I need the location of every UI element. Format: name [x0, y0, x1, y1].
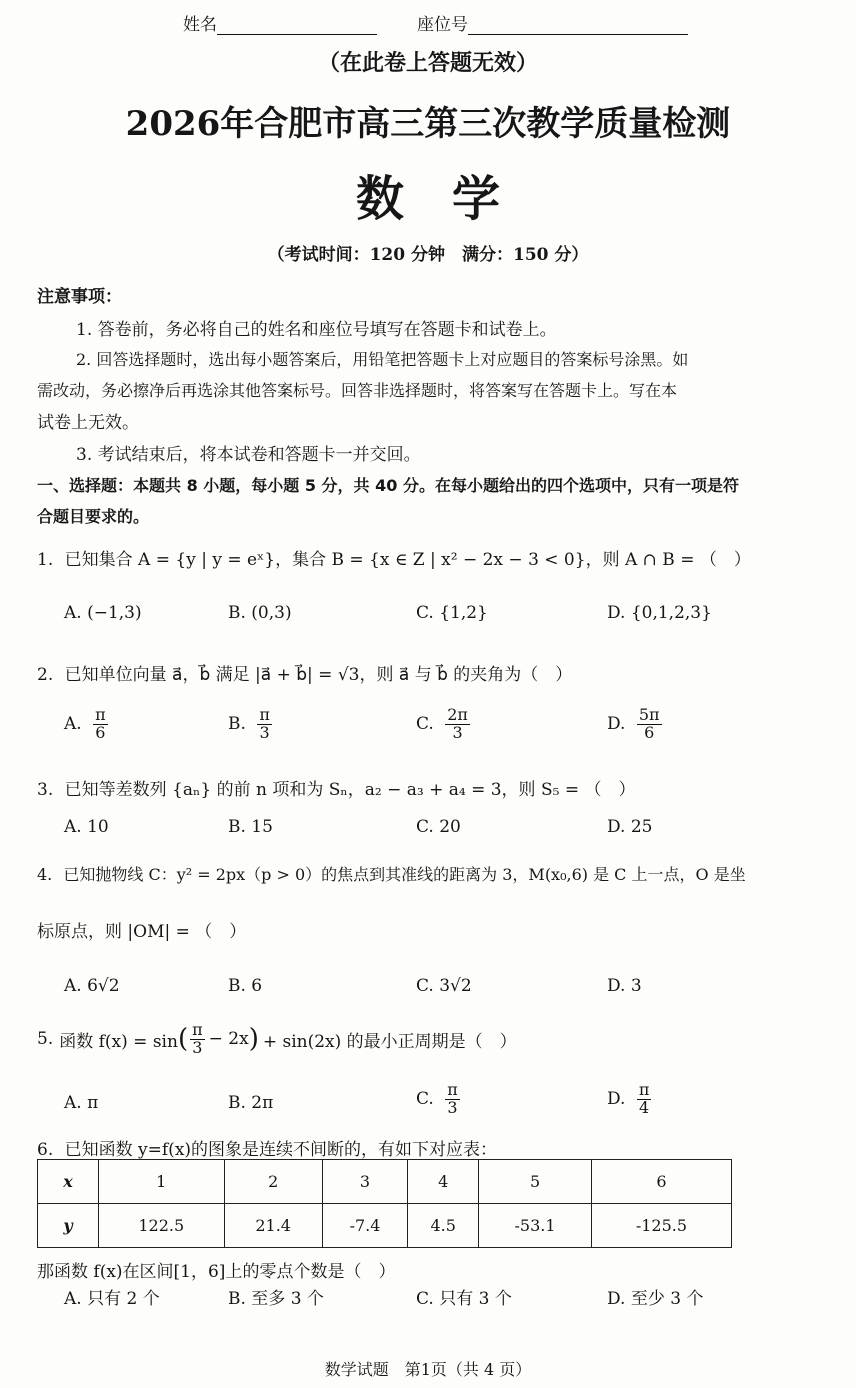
q6-option-c[interactable]: C. 只有 3 个 — [416, 1289, 512, 1309]
question-5: 5. 函数 f(x) = sin ( $\frac{\pi}{3}$ − 2x ) + sin(2x) 的最小正周期是（ ） — [37, 1020, 517, 1057]
question-4-line2: 标原点，则 |OM| = （ ） — [37, 922, 247, 942]
q2-option-a[interactable] — [64, 707, 108, 742]
table-cell: 21.4 — [224, 1204, 322, 1248]
q1-option-c[interactable]: C. {1,2} — [416, 603, 488, 623]
q3-option-d[interactable]: D. 25 — [607, 817, 653, 837]
time-info: （考试时间：120 分钟 满分：150 分） — [267, 245, 589, 265]
question-number: 4. — [37, 865, 53, 884]
page-footer: 数学试题 第1页（共 4 页） — [324, 1360, 532, 1379]
fraction — [257, 707, 272, 742]
q1-option-b[interactable]: B. (0,3) — [228, 603, 292, 623]
q5-option-b[interactable]: B. 2π — [228, 1093, 274, 1113]
question-3 — [37, 775, 635, 800]
table-cell: -53.1 — [479, 1204, 592, 1248]
notice-item-2-line3: 试卷上无效。 — [37, 413, 139, 433]
notice-item-1: 1. 答卷前，务必将自己的姓名和座位号填写在答题卡和试卷上。 — [76, 320, 557, 340]
denominator: 3 — [259, 722, 270, 742]
question-text: 已知集合 A = {y | y = eˣ}，集合 B = {x ∈ Z | x² − 2x − 3 < 0}，则 A ∩ B = （ ） — [64, 550, 751, 570]
table-cell: 4 — [408, 1160, 479, 1204]
table-cell: 2 — [224, 1160, 322, 1204]
q4-option-a[interactable]: A. 6√2 — [64, 976, 120, 996]
table-cell: 3 — [322, 1160, 407, 1204]
question-6-followup: 那函数 f(x)在区间[1，6]上的零点个数是（ ） — [37, 1262, 396, 1282]
fraction — [637, 1082, 652, 1117]
option-label: C. — [416, 713, 434, 734]
q4-option-d[interactable]: D. 3 — [607, 976, 642, 996]
q3-option-b[interactable]: B. 15 — [228, 817, 273, 837]
denominator: 3 — [447, 1097, 458, 1117]
name-label: 姓名 — [183, 15, 217, 35]
q5-option-a[interactable]: A. π — [64, 1093, 99, 1113]
q2-option-d[interactable] — [607, 707, 662, 742]
notice-item-2-line2: 需改动，务必擦净后再选涂其他答案标号。回答非选择题时，将答案写在答题卡上。写在本 — [37, 381, 678, 400]
option-label: D. — [607, 713, 626, 734]
question-text: 已知单位向量 a⃗，b⃗ 满足 |a⃗ + b⃗| = √3，则 a⃗ 与 b⃗ 的夹角为（ ） — [64, 665, 573, 685]
name-field — [183, 10, 377, 35]
q1-option-d[interactable]: D. {0,1,2,3} — [607, 603, 712, 623]
q6-option-b[interactable]: B. 至多 3 个 — [228, 1289, 324, 1309]
exam-title: 2026年合肥市高三第三次教学质量检测 — [125, 104, 731, 144]
subject-title: 数 学 — [355, 171, 500, 227]
q1-option-a[interactable]: A. (−1,3) — [64, 603, 142, 623]
denominator: 6 — [644, 722, 655, 742]
question-text-post: + sin(2x) 的最小正周期是（ ） — [262, 1031, 517, 1052]
question-number: 2. — [37, 665, 54, 685]
option-label: A. — [64, 713, 82, 734]
question-text: 已知抛物线 C：y² = 2px（p > 0）的焦点到其准线的距离为 3，M(x₀,6) 是 C 上一点，O 是坐 — [63, 865, 746, 884]
notice-item-2-line1: 2. 回答选择题时，选出每小题答案后，用铅笔把答题卡上对应题目的答案标号涂黑。如 — [76, 350, 689, 369]
numerator: π — [638, 1080, 650, 1099]
name-blank[interactable] — [217, 16, 377, 35]
denominator: 6 — [95, 722, 106, 742]
value-table — [37, 1159, 732, 1248]
section-heading-line1: 一、选择题：本题共 8 小题，每小题 5 分，共 40 分。在每小题给出的四个选项中，只有一项是符 — [37, 476, 739, 495]
q5-option-d[interactable] — [607, 1082, 651, 1117]
denominator: 4 — [639, 1097, 650, 1117]
question-number: 1. — [37, 550, 54, 570]
fraction — [93, 707, 108, 742]
question-text-mid: − 2x — [208, 1029, 249, 1050]
fraction — [190, 1022, 205, 1057]
fraction — [445, 1082, 460, 1117]
numerator: π — [192, 1020, 203, 1039]
question-number: 6. — [37, 1140, 54, 1160]
table-cell: 4.5 — [408, 1204, 479, 1248]
table-row-y — [38, 1204, 732, 1248]
q3-option-c[interactable]: C. 20 — [416, 817, 461, 837]
denominator: 3 — [192, 1037, 203, 1057]
table-cell: 1 — [99, 1160, 225, 1204]
denominator: 3 — [452, 722, 463, 742]
fraction — [637, 707, 662, 742]
seat-blank[interactable] — [468, 16, 688, 35]
notice-heading: 注意事项： — [37, 287, 122, 307]
numerator: π — [259, 705, 270, 724]
notice-item-3: 3. 考试结束后，将本试卷和答题卡一并交回。 — [76, 445, 421, 465]
table-cell: 6 — [591, 1160, 731, 1204]
q4-option-b[interactable]: B. 6 — [228, 976, 263, 996]
table-cell: -7.4 — [322, 1204, 407, 1248]
question-6 — [37, 1135, 497, 1160]
fraction — [445, 707, 470, 742]
question-text: 已知函数 y=f(x)的图象是连续不间断的，有如下对应表： — [64, 1140, 498, 1160]
q5-option-c[interactable] — [416, 1082, 460, 1117]
numerator: π — [95, 705, 106, 724]
q2-option-b[interactable] — [228, 707, 272, 742]
numerator: π — [447, 1080, 458, 1099]
option-label: C. — [416, 1088, 434, 1109]
numerator: 2π — [447, 705, 468, 724]
question-number: 5. — [37, 1029, 54, 1050]
question-text-pre: 函数 f(x) = sin — [59, 1031, 178, 1052]
seat-label: 座位号 — [417, 15, 468, 35]
seat-field — [417, 10, 688, 35]
question-2 — [37, 660, 572, 685]
question-text: 已知等差数列 {aₙ} 的前 n 项和为 Sₙ，a₂ − a₃ + a₄ = 3，则 S₅ = （ ） — [64, 780, 636, 800]
table-cell: 5 — [479, 1160, 592, 1204]
question-1 — [37, 545, 751, 570]
numerator: 5π — [638, 705, 660, 724]
table-header-x: x — [38, 1160, 99, 1204]
table-row-x — [38, 1160, 732, 1204]
q6-option-a[interactable]: A. 只有 2 个 — [64, 1289, 160, 1309]
table-cell: -125.5 — [591, 1204, 731, 1248]
q2-option-c[interactable] — [416, 707, 470, 742]
q6-option-d[interactable]: D. 至少 3 个 — [607, 1289, 704, 1309]
question-4-line1 — [37, 862, 746, 885]
q3-option-a[interactable]: A. 10 — [64, 817, 109, 837]
q4-option-c[interactable]: C. 3√2 — [416, 976, 472, 996]
table-header-y: y — [38, 1204, 99, 1248]
section-heading-line2: 合题目要求的。 — [37, 507, 150, 526]
question-number: 3. — [37, 780, 54, 800]
table-cell: 122.5 — [99, 1204, 225, 1248]
invalid-note: （在此卷上答题无效） — [317, 50, 538, 76]
option-label: B. — [228, 713, 246, 734]
option-label: D. — [607, 1088, 626, 1109]
